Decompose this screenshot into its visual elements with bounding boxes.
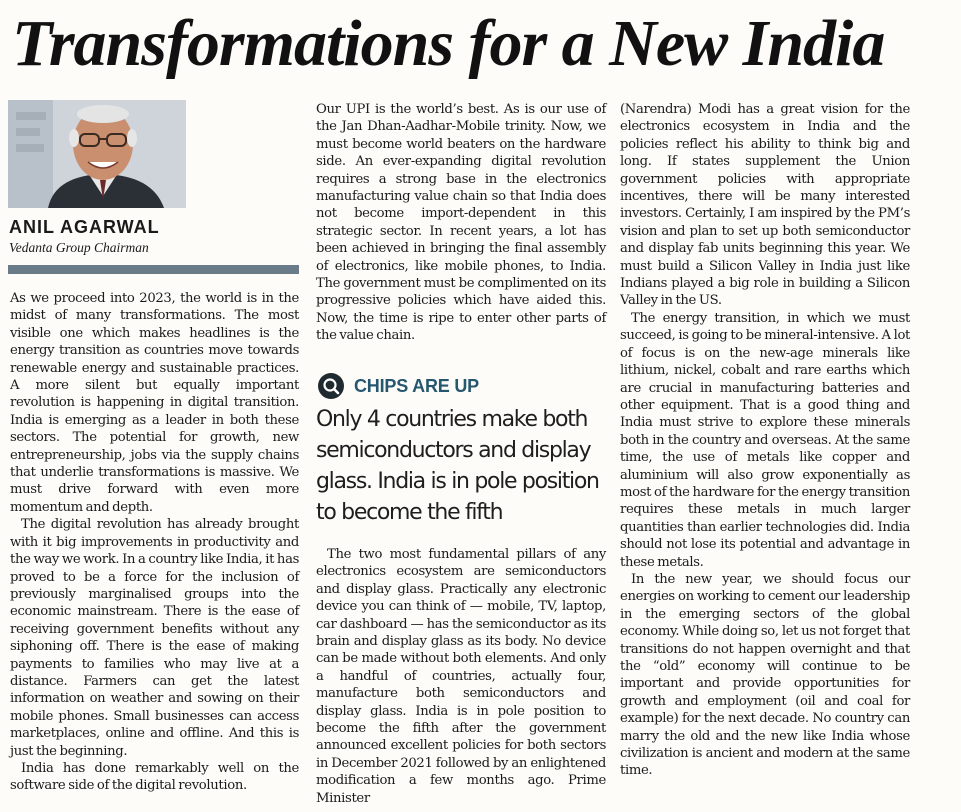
paragraph: As we proceed into 2023, the world is in the midst of many transformations. The most visible one which makes headlines is the energy transition as countries move towards renewable energy and sustainable practices. A more silent but equally important revolution is happening in digital transition. India is emerging as a leader in both these sectors. The potential for growth, new entrepreneurship, jobs via the supply chains that underlie transformations is massive. We must drive forward with even more momentum and depth. — [10, 291, 299, 515]
sidebar-label: CHIPS ARE UP — [354, 375, 479, 396]
paragraph: The energy transition, in which we must succeed, is going to be mineral-intensive. A lot of focus is on the new-age minerals like lithium, nickel, cobalt and rare earths which are crucial in manufacturing batteries and other equipment. That is a good thing and India must strive to explore these minerals both in the country and overseas. At the same time, the use of metals like copper and aluminium will also grow exponentially as most of the hardware for the energy transition requires these metals in much larger quantities than earlier technologies did. India should not lose its potential and advantage in these metals. — [620, 310, 910, 570]
paragraph: In the new year, we should focus our energies on working to cement our leadership in the emerging sectors of the global economy. While doing so, let us not forget that transitions do not happen overnight and that the “old” economy will continue to be important and provide opportunities for growth and employment (oil and coal for example) for the next decade. No country can marry the old and the new like India whose civilization is ancient and modern at the same time. — [620, 571, 910, 779]
paragraph: India has done remarkably well on the software side of the digital revolution. — [10, 760, 299, 794]
paragraph: The digital revolution has already brought with it big improvements in productivity and the way we work. In a country like India, it has proved to be a force for the inclusion of previously marginalised groups into the economic mainstream. There is the ease of receiving government benefits without any siphoning off. There is the ease of making payments to families who may live at a distance. Farmers can get the latest information on weather and sowing on their mobile phones. Small businesses can access marketplaces, online and offline. And this is just the beginning. — [10, 517, 299, 759]
article-column-2-bottom — [316, 546, 606, 807]
pull-quote: Only 4 countries make both semiconductors and display glass. India is in pole position to become the fifth — [316, 407, 599, 525]
paragraph: Our UPI is the world’s best. As is our use of the Jan Dhan-Aadhar-Mobile trinity. Now, we must become world beaters on the hardware side. An ever-expanding digital revolution requires a strong base in the electronics manufacturing value chain so that India does not become import-dependent in this strategic sector. In recent years, a lot has been achieved in bringing the final assembly of electronics, like mobile phones, to India. The government must be complimented on its progressive policies which have aided this. Now, the time is ripe to enter other parts of the value chain. — [316, 102, 606, 344]
article-column-2-top — [316, 101, 606, 345]
author-name: ANIL AGARWAL — [9, 217, 160, 237]
sidebar-heading — [318, 372, 479, 400]
author-photo — [8, 100, 186, 208]
paragraph: The two most fundamental pillars of any electronics ecosystem are semiconductors and display glass. Practically any electronic device you can think of — mobile, TV, laptop, car dashboard — has the semiconductor as its brain and display glass as its body. No device can be made without both elements. And only a handful of countries, actually four, manufacture both semiconductors and display glass. India is in pole position to become the fifth after the government announced excellent policies for both sectors in December 2021 followed by an enlightened modification a few months ago. Prime Minister — [316, 547, 606, 806]
author-portrait-illustration — [8, 100, 186, 208]
author-title: Vedanta Group Chairman — [9, 240, 149, 255]
article-column-1 — [10, 290, 299, 795]
headline: Transformations for a New India — [12, 7, 885, 80]
section-rule — [8, 265, 299, 274]
magnifier-icon — [318, 373, 344, 399]
paragraph: (Narendra) Modi has a great vision for the electronics ecosystem in India and the policies reflect his ability to think big and long. If states supplement the Union government policies with appropriate incentives, there will be many interested investors. Certainly, I am inspired by the PM’s vision and plan to set up both semiconductor and display fab units beginning this year. We must build a Silicon Valley in India just like Indians played a big role in building a Silicon Valley in the US. — [620, 102, 910, 309]
article-column-3 — [620, 101, 910, 780]
